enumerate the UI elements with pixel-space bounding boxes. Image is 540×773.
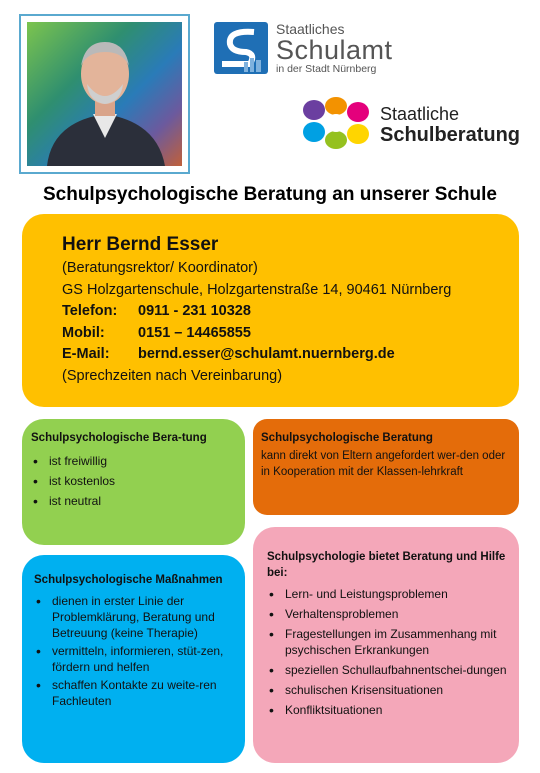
email-link[interactable]: bernd.esser@schulamt.nuernberg.de	[138, 346, 395, 362]
schulberatung-flower-icon	[300, 96, 372, 150]
contact-school: GS Holzgartenschule, Holzgartenstraße 14, 90461 Nürnberg	[62, 281, 452, 298]
schulamt-line3: in der Stadt Nürnberg	[276, 63, 377, 75]
page-title: Schulpsychologische Beratung an unserer Schule	[42, 184, 497, 205]
contact-name: Herr Bernd Esser	[62, 234, 219, 255]
list-item: • schaffen Kontakte zu weite-ren Fachleuten	[34, 677, 234, 709]
contact-phone-row	[62, 301, 451, 323]
list-item: • Lern- und Leistungsproblemen	[267, 586, 507, 602]
schulberatung-line1: Staatliche	[380, 104, 460, 124]
list-item: • ist neutral	[31, 493, 211, 509]
contact-hours: (Sprechzeiten nach Vereinbarung)	[62, 367, 283, 384]
schulamt-line1: Staatliches	[276, 21, 345, 37]
voluntary-info-box	[22, 419, 245, 545]
green-box-heading: Schulpsychologische Bera-tung	[31, 432, 207, 444]
contact-mobile-row	[62, 323, 451, 345]
mobile-number[interactable]: 0151 – 14465855	[138, 324, 251, 341]
schulberatung-line2: Schulberatung	[380, 124, 521, 146]
person-silhouette-icon	[27, 22, 182, 166]
list-item: • vermitteln, informieren, stüt-zen, fördern und helfen	[34, 643, 234, 675]
pink-box-heading: Schulpsychologie bietet Beratung und Hilfe bei:	[267, 551, 506, 579]
list-item: • Fragestellungen im Zusammenhang mit psychischen Erkrankungen	[267, 626, 507, 658]
schulamt-logo	[214, 22, 404, 82]
portrait-frame	[19, 14, 190, 174]
mobile-label: Mobil:	[62, 324, 105, 341]
contact-role: (Beratungsrektor/ Koordinator)	[62, 260, 258, 276]
contact-email-row	[62, 344, 451, 366]
list-item: • dienen in erster Linie der Problemklärung, Beratung und Betreuung (keine Therapie)	[34, 593, 234, 641]
list-item: • Verhaltensproblemen	[267, 606, 507, 622]
contact-box	[22, 214, 519, 407]
list-item: • schulischen Krisensituationen	[267, 682, 507, 698]
pink-box-list	[267, 586, 507, 718]
email-label: E-Mail:	[62, 346, 110, 362]
list-item: • speziellen Schullaufbahnentschei-dungen	[267, 662, 507, 678]
portrait-photo	[27, 22, 182, 166]
schulberatung-logo	[300, 96, 530, 152]
support-areas-box	[253, 527, 519, 763]
measures-box	[22, 555, 245, 763]
phone-label: Telefon:	[62, 303, 118, 319]
schulamt-line2: Schulamt	[276, 35, 393, 65]
blue-box-heading: Schulpsychologische Maßnahmen	[34, 574, 223, 586]
orange-box-text: kann direkt von Eltern angefordert wer-den oder in Kooperation mit der Klassen-lehrkraft	[261, 450, 506, 478]
orange-box-heading: Schulpsychologische Beratung	[261, 432, 433, 444]
list-item: • ist freiwillig	[31, 453, 211, 469]
blue-box-list	[34, 593, 234, 709]
request-info-box	[253, 419, 519, 515]
schulamt-emblem-icon	[214, 22, 268, 74]
green-box-list	[31, 453, 211, 509]
phone-number[interactable]: 0911 - 231 10328	[138, 303, 251, 319]
list-item: • ist kostenlos	[31, 473, 211, 489]
list-item: • Konfliktsituationen	[267, 702, 507, 718]
